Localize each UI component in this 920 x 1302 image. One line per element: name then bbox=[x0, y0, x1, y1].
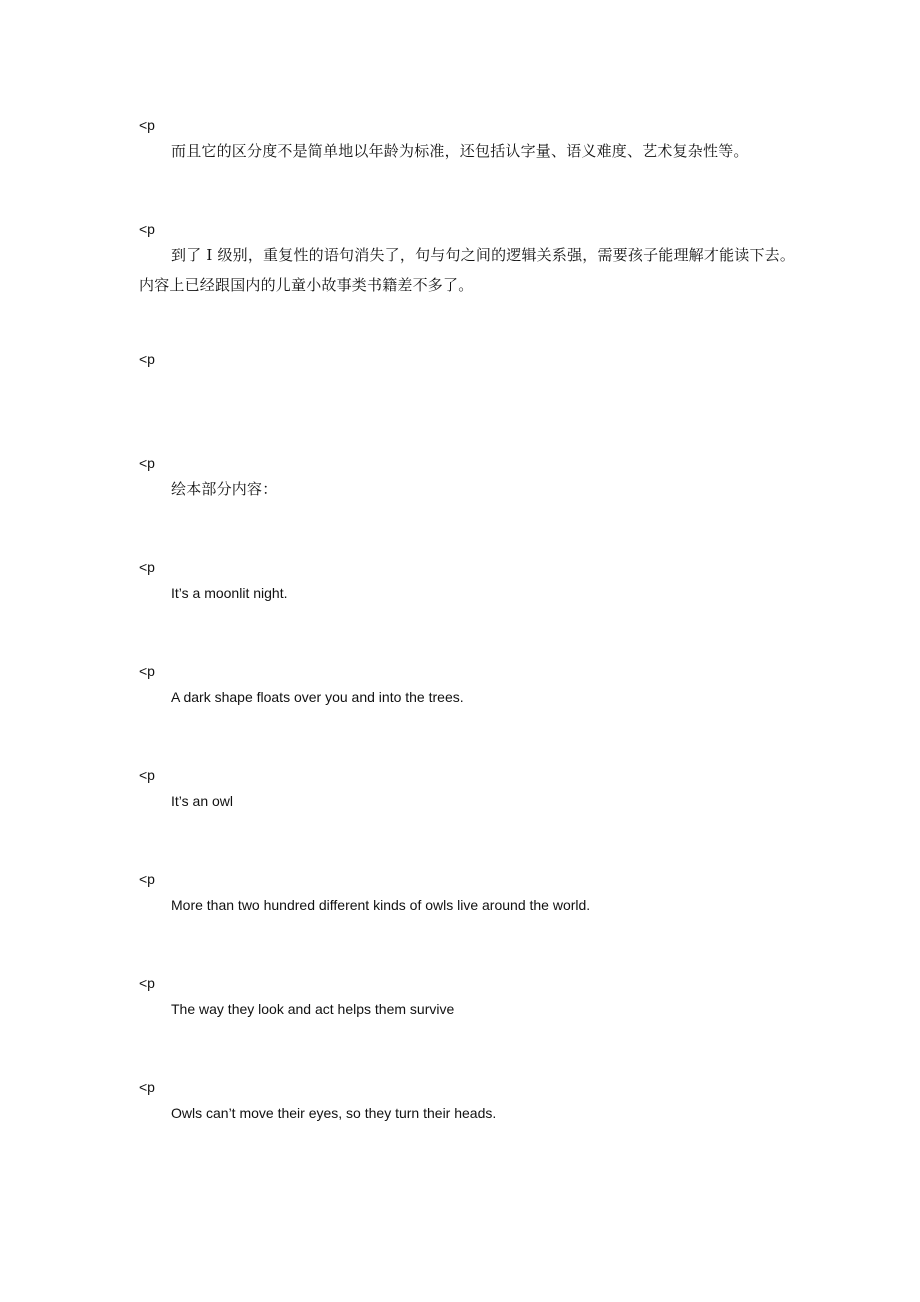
paragraph-marker: <p bbox=[139, 221, 155, 237]
paragraph-text: The way they look and act helps them survive bbox=[171, 1001, 455, 1017]
paragraph-marker: <p bbox=[139, 871, 155, 887]
paragraph-text: 而且它的区分度不是简单地以年龄为标准，还包括认字量、语义难度、艺术复杂性等。 bbox=[171, 142, 749, 160]
paragraph-text: It’s a moonlit night. bbox=[171, 585, 288, 601]
paragraph-text: 绘本部分内容： bbox=[171, 480, 278, 498]
paragraph-marker: <p bbox=[139, 767, 155, 783]
paragraph-marker: <p bbox=[139, 455, 155, 471]
paragraph-marker: <p bbox=[139, 975, 155, 991]
paragraph-marker: <p bbox=[139, 351, 155, 367]
paragraph-text: More than two hundred different kinds of owls live around the world. bbox=[171, 897, 591, 913]
paragraph-marker: <p bbox=[139, 663, 155, 679]
paragraph-text: 到了 I 级别，重复性的语句消失了，句与句之间的逻辑关系强，需要孩子能理解才能读下去。内容上已经跟国内的儿童小故事类书籍差不多了。 bbox=[139, 246, 796, 294]
paragraph-text: Owls can’t move their eyes, so they turn their heads. bbox=[171, 1105, 497, 1121]
paragraph-marker: <p bbox=[139, 559, 155, 575]
paragraph-text: A dark shape floats over you and into the trees. bbox=[171, 689, 464, 705]
paragraph-marker: <p bbox=[139, 117, 155, 133]
paragraph-marker: <p bbox=[139, 1079, 155, 1095]
paragraph-text: It’s an owl bbox=[171, 793, 233, 809]
